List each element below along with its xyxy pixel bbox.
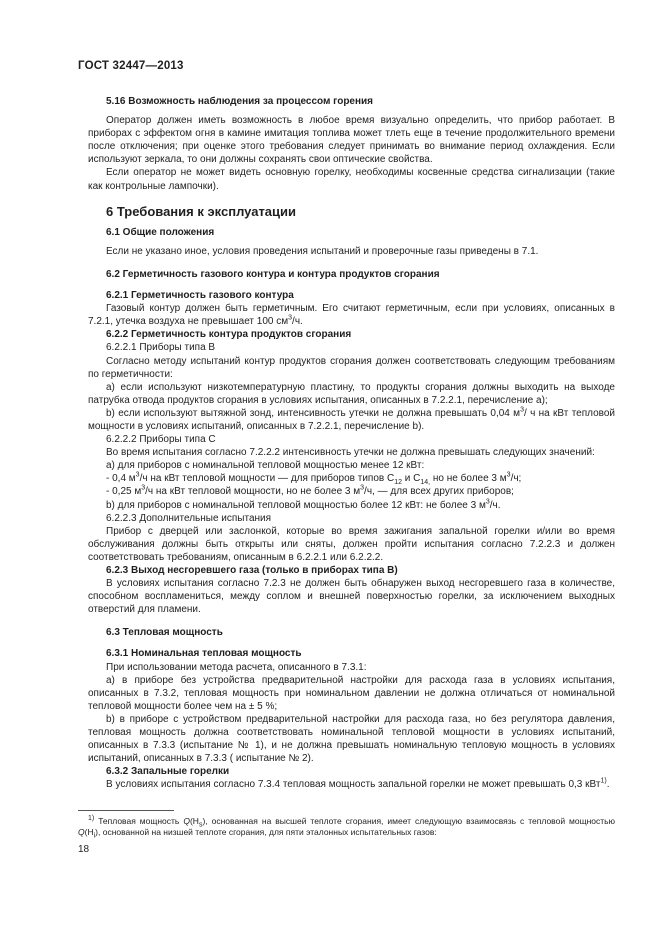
paragraph: При использовании метода расчета, описанного в 7.3.1: [106,661,367,673]
section-6-3-title: 6.3 Тепловая мощность [106,627,223,639]
list-item: b) если используют вытяжной зонд, интенсивность утечки не должна превышать 0,04 $м^3/$ ч на кВт тепловой мощности в условиях испытаний, описанных в 7.2.2.1, перечисление b). [88,406,615,432]
paragraph: Оператор должен иметь возможность в любое время визуально определить, что прибор работает. В приборах с эффектом огня в камине имитация топлива может тлеть еще в течение продолжительного времени после отключения; при оценке этого требования следует принимать во внимание период охлаждения. Если используют зеркала, то они должны сохранять свои оптические свойства. [88,115,615,166]
footnote-ref: 1) [600,778,607,786]
page-number: 18 [78,844,90,855]
list-item: а) если используют низкотемпературную пластину, то продукты сгорания должны выходить на выходе патрубка отвода продуктов сгорания в условиях испытания, описанных в 7.2.2.1, перечисление а); [88,381,615,406]
paragraph: Прибор с дверцей или заслонкой, которые во время зажигания запальной горелки и/или во время обслуживания должны быть открыты или сняты, должен пройти испытания согласно 7.2.2.3 и должен соответствовать требованиям, описанным в 6.2.2.1 или 6.2.2.2. [88,525,615,563]
page-content [88,95,615,792]
section-6-2-2-3-title: 6.2.2.3 Дополнительные испытания [106,512,272,524]
paragraph: В условиях испытания согласно 7.3.4 тепловая мощность запальной горелки не может превышать 0,3 кВт$^{1)}$. [106,778,610,791]
paragraph: Газовый контур должен быть герметичным. Его считают герметичным, если при условиях, описанных в 7.2.1, утечка воздуха не превышает 100 $см^3/ч$. [88,303,615,328]
section-5-16-title: 5.16 Возможность наблюдения за процессом горения [106,96,374,107]
footnote: $^{1)}$ Тепловая мощность $Q(H_s)$, основанная на высшей теплоте сгорания, имеет следующую взаимосвязь с тепловой мощностью $Q(H_i)$, основанной на низшей теплоте сгорания, для пяти эталонных испытательных газов: [78,815,615,840]
list-item: b) в приборе с устройством предварительной настройки для расхода газа, но без регулятора давления, тепловая мощность должна соответствовать номинальной тепловой мощности в условиях испытаний, описанных в 7.3.3 (испытание № 1), и не должна превышать номинальную тепловую мощность в условиях испытаний, описанных в 7.3.3 ( испытание № 2). [88,713,615,765]
footnote-divider [78,810,174,811]
list-item: а) в приборе без устройства предварительной настройки для расхода газа в условиях испытания, описанных в 7.3.2, тепловая мощность при номинальном давлении не должна отличаться от номинальной тепловой мощности более чем на ± 5 %; [88,674,615,712]
section-6-2-2-title: 6.2.2 Герметичность контура продуктов сгорания [106,329,352,341]
section-6-2-3-title: 6.2.3 Выход несгоревшего газа (только в приборах типа В) [106,565,398,576]
paragraph: Если не указано иное, условия проведения испытаний и проверочные газы приведены в 7.1. [106,245,539,257]
section-6-2-1-title: 6.2.1 Герметичность газового контура [106,290,294,302]
paragraph: Согласно методу испытаний контур продуктов сгорания должен соответствовать следующим требованиям по герметичности: [88,355,615,380]
list-item: b) для приборов с номинальной тепловой мощностью более 12 кВт: не более 3 $м^3/ч$. [106,498,501,511]
section-6-2-2-2-title: 6.2.2.2 Приборы типа С [106,434,216,446]
section-6-3-2-title: 6.3.2 Запальные горелки [106,766,230,778]
paragraph: В условиях испытания согласно 7.2.3 не должен быть обнаружен выход несгоревшего газа в количестве, способном воспламениться, между соплом и внешней поверхностью горелки, за исключением выходных отверстий для пламени. [88,578,615,616]
list-item: - 0,25 $м^3/ч$ на кВт тепловой мощности, но не более 3 $м^3/ч$, — для всех других приборов; [106,485,514,498]
section-6-2-title: 6.2 Герметичность газового контура и контура продуктов сгорания [106,268,440,280]
standard-header: ГОСТ 32447—2013 [78,60,184,72]
section-6-1-title: 6.1 Общие положения [106,226,215,238]
list-item: - 0,4 $м^3/ч$ на кВт тепловой мощности — для приборов типов $С_{12}$ и $С_{14,}$ но не более 3 $м^3/ч$; [106,472,522,487]
paragraph: Если оператор не может видеть основную горелку, необходимы косвенные средства сигнализации (такие как контрольные лампочки). [88,167,615,192]
list-item: а) для приборов с номинальной тепловой мощностью менее 12 кВт: [106,460,425,472]
section-6-2-2-1-title: 6.2.2.1 Приборы типа В [106,342,216,354]
section-6-3-1-title: 6.3.1 Номинальная тепловая мощность [106,648,302,660]
chapter-6-title: 6 Требования к эксплуатации [106,203,297,219]
paragraph: Во время испытания согласно 7.2.2.2 интенсивность утечки не должна превышать следующих значений: [106,447,595,459]
